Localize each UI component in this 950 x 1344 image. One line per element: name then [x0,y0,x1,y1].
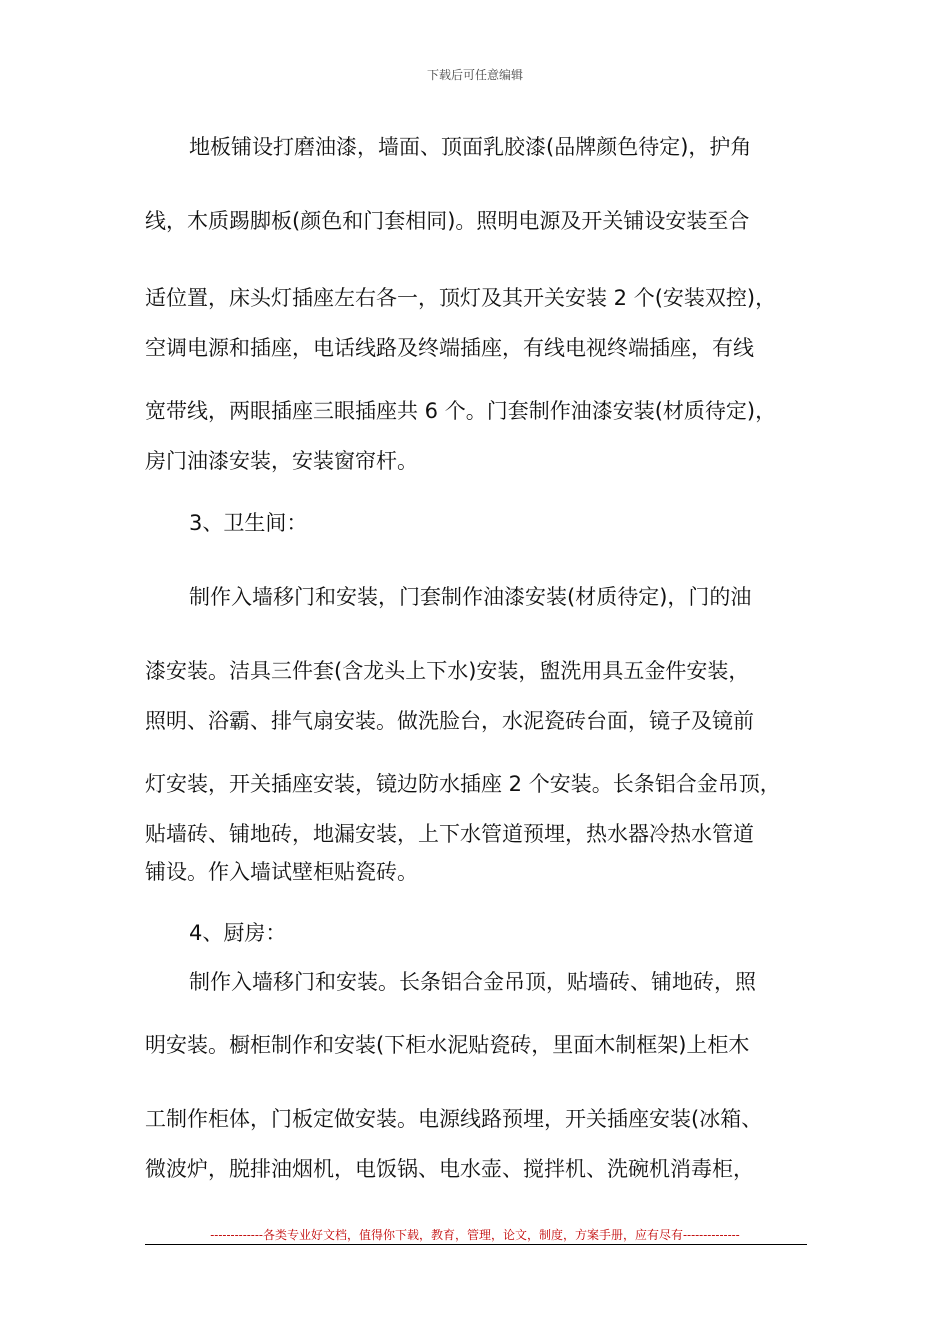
text-line: 明安装。橱柜制作和安装(下柜水泥贴瓷砖，里面木制框架)上柜木 [145,1033,750,1057]
text-line: 房门油漆安装，安装窗帘杆。 [145,449,418,473]
text-line: 制作入墙移门和安装，门套制作油漆安装(材质待定)，门的油 [189,585,752,609]
page-footer: -------------各类专业好文档，值得你下载，教育，管理，论文，制度，方案手册，应有尽有-------------- [210,1228,740,1242]
text-line: 微波炉，脱排油烟机，电饭锅、电水壶、搅拌机、洗碗机消毒柜， [145,1157,754,1181]
text-line: 贴墙砖、铺地砖，地漏安装，上下水管道预埋，热水器冷热水管道 [145,822,754,846]
text-line: 线，木质踢脚板(颜色和门套相同)。照明电源及开关铺设安装至合 [145,209,750,233]
text-line: 铺设。作入墙试壁柜贴瓷砖。 [145,860,418,884]
text-line: 漆安装。洁具三件套(含龙头上下水)安装，盥洗用具五金件安装， [145,659,750,683]
text-line: 制作入墙移门和安装。长条铝合金吊顶，贴墙砖、铺地砖，照 [189,970,756,994]
text-line: 工制作柜体，门板定做安装。电源线路预埋，开关插座安装(冰箱、 [145,1107,763,1131]
text-line: 空调电源和插座，电话线路及终端插座，有线电视终端插座，有线 [145,336,754,360]
section-heading: 3、卫生间： [189,511,308,535]
text-line: 照明、浴霸、排气扇安装。做洗脸台，水泥瓷砖台面，镜子及镜前 [145,709,754,733]
page-header: 下载后可任意编辑 [426,68,523,82]
footer-rule [145,1244,807,1245]
text-line: 灯安装，开关插座安装，镜边防水插座 2 个安装。长条铝合金吊顶， [145,772,781,796]
text-line: 宽带线，两眼插座三眼插座共 6 个。门套制作油漆安装(材质待定)， [145,399,777,423]
section-heading: 4、厨房： [189,921,287,945]
text-line: 适位置，床头灯插座左右各一，顶灯及其开关安装 2 个(安装双控)， [145,286,777,310]
text-line: 地板铺设打磨油漆，墙面、顶面乳胶漆(品牌颜色待定)，护角 [189,135,752,159]
